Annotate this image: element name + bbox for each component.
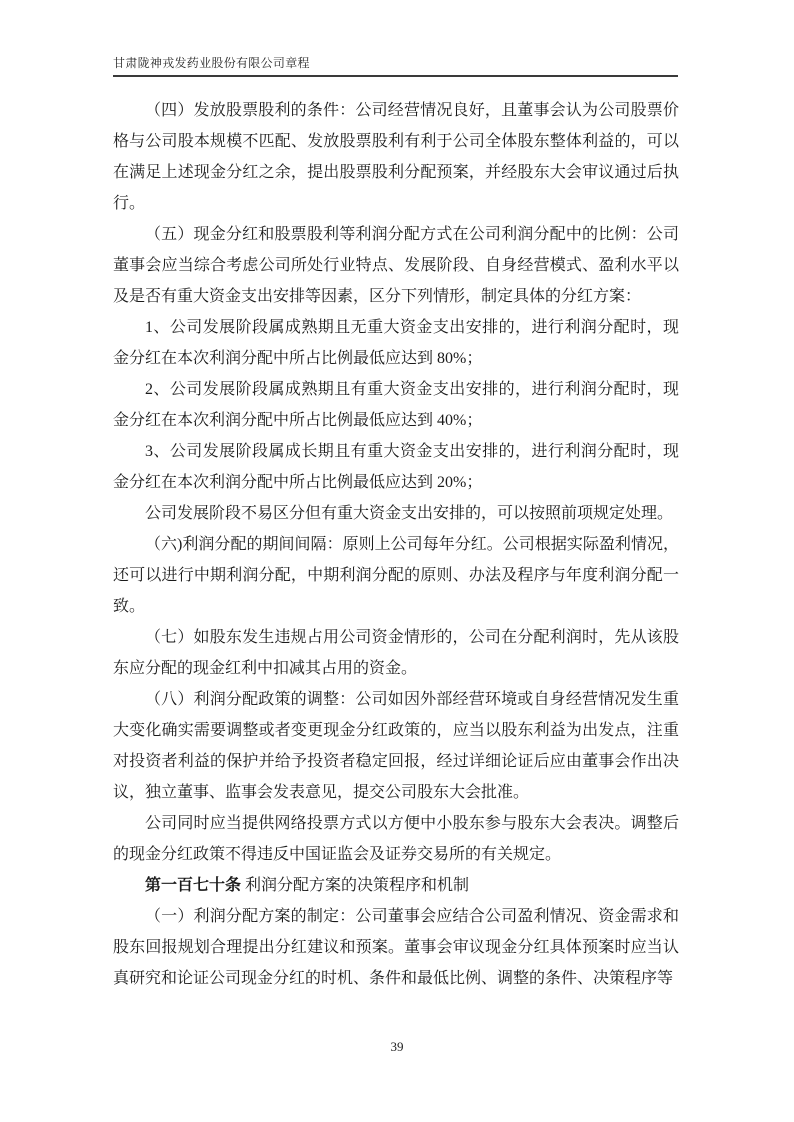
paragraph-subitem-1: 1、公司发展阶段属成熟期且无重大资金支出安排的，进行利润分配时，现金分红在本次利润分配中所占比例最低应达到 80%； [113, 319, 679, 367]
paragraph-item-wu: （五）现金分红和股票股利等利润分配方式在公司利润分配中的比例：公司董事会应当综合考虑公司所处行业特点、发展阶段、自身经营模式、盈利水平以及是否有重大资金支出安排等因素，区分下列情形，制定具体的分红方案： [113, 226, 679, 305]
paragraph-subitem-3: 3、公司发展阶段属成长期且有重大资金支出安排的，进行利润分配时，现金分红在本次利润分配中所占比例最低应达到 20%； [113, 443, 679, 491]
paragraph-development-stage-note: 公司发展阶段不易区分但有重大资金支出安排的，可以按照前项规定处理。 [145, 505, 674, 522]
document-body [113, 95, 679, 994]
article-170-number: 第一百七十条 [145, 877, 242, 894]
paragraph-item-qi: （七）如股东发生违规占用公司资金情形的，公司在分配利润时，先从该股东应分配的现金红利中扣减其占用的资金。 [113, 629, 679, 677]
paragraph-item-si: （四）发放股票股利的条件：公司经营情况良好，且董事会认为公司股票价格与公司股本规模不匹配、发放股票股利有利于公司全体股东整体利益的，可以在满足上述现金分红之余，提出股票股利分配预案，并经股东大会审议通过后执行。 [113, 102, 679, 212]
paragraph-article-170 [113, 870, 679, 901]
page-footer [0, 1038, 794, 1056]
article-170-title: 利润分配方案的决策程序和机制 [241, 877, 470, 894]
page-number: 39 [390, 1039, 404, 1054]
header-divider [113, 75, 678, 77]
paragraph-online-voting: 公司同时应当提供网络投票方式以方便中小股东参与股东大会表决。调整后的现金分红政策不得违反中国证监会及证券交易所的有关规定。 [113, 815, 679, 863]
document-header-title: 甘肃陇神戎发药业股份有限公司章程 [113, 56, 310, 70]
paragraph-item-liu: （六)利润分配的期间间隔：原则上公司每年分红。公司根据实际盈利情况，还可以进行中期利润分配，中期利润分配的原则、办法及程序与年度利润分配一致。 [113, 536, 679, 615]
paragraph-item-yi: （一）利润分配方案的制定：公司董事会应结合公司盈利情况、资金需求和股东回报规划合理提出分红建议和预案。董事会审议现金分红具体预案时应当认真研究和论证公司现金分红的时机、条件和最低比例、调整的条件、决策程序等 [113, 908, 679, 987]
paragraph-item-ba: （八）利润分配政策的调整：公司如因外部经营环境或自身经营情况发生重大变化确实需要调整或者变更现金分红政策的，应当以股东利益为出发点，注重对投资者利益的保护并给予投资者稳定回报，经过详细论证后应由董事会作出决议，独立董事、监事会发表意见，提交公司股东大会批准。 [113, 691, 679, 801]
paragraph-subitem-2: 2、公司发展阶段属成熟期且有重大资金支出安排的，进行利润分配时，现金分红在本次利润分配中所占比例最低应达到 40%； [113, 381, 679, 429]
